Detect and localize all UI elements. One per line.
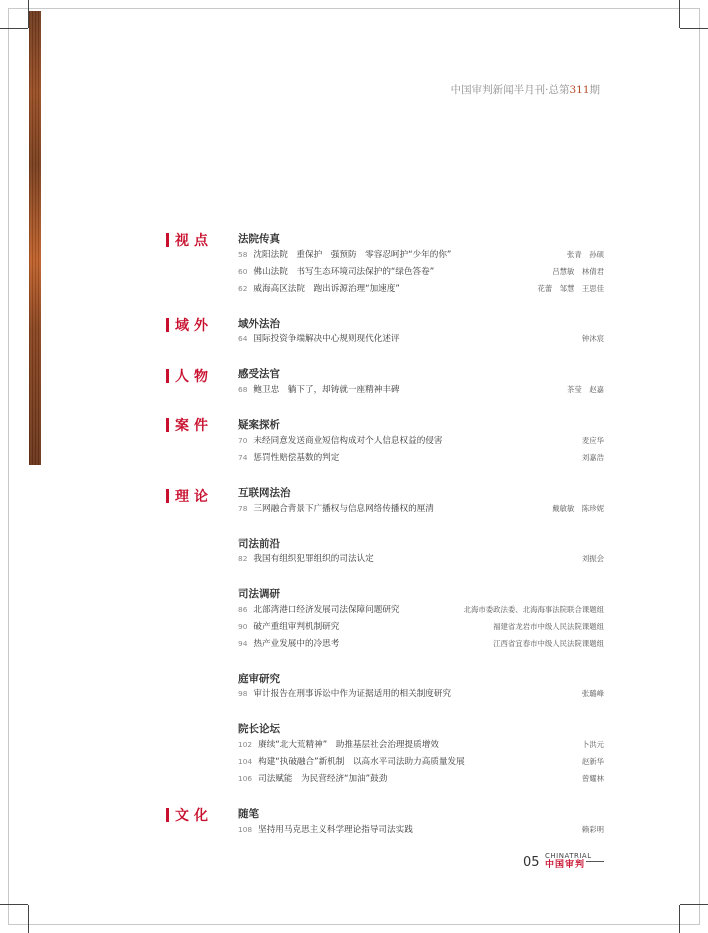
category-label: 案件 xyxy=(175,418,213,434)
entry-page: 108 xyxy=(238,825,253,834)
entry-title: 未经同意发送商业短信构成对个人信息权益的侵害 xyxy=(253,436,443,446)
entry-page: 86 xyxy=(238,605,248,614)
wood-texture-strip xyxy=(29,11,41,465)
crop-mark xyxy=(680,904,708,905)
page-border xyxy=(8,8,700,925)
section-title: 疑案探析 xyxy=(238,419,280,431)
section-title: 感受法官 xyxy=(238,368,280,380)
brand-cn: 中国审判 xyxy=(545,860,586,870)
entry-title: 审计报告在刑事诉讼中作为证据适用的相关制度研究 xyxy=(253,689,452,699)
toc-entry[interactable] xyxy=(238,265,604,279)
entry-author: 刘振会 xyxy=(581,554,604,563)
entry-author: 刘嘉浩 xyxy=(581,453,604,462)
entry-page: 94 xyxy=(238,639,248,648)
entry-title: 沈阳法院 重保护 强预防 零容忍呵护“少年的你” xyxy=(253,250,452,260)
section-title: 院长论坛 xyxy=(238,723,280,735)
category-marker xyxy=(166,418,169,432)
entry-author: 花蕾 邹慧 王思佳 xyxy=(537,284,604,293)
toc-entry[interactable] xyxy=(238,738,604,752)
issue-number: 311 xyxy=(569,84,590,96)
entry-page: 58 xyxy=(238,250,248,259)
entry-title: 破产重组审判机制研究 xyxy=(253,622,340,632)
entry-author: 吕慧敏 林倩君 xyxy=(552,267,604,276)
entry-page: 70 xyxy=(238,436,248,445)
brand-en: CHINATRIAL xyxy=(545,852,592,860)
issue-header xyxy=(451,82,600,97)
entry-page: 64 xyxy=(238,334,248,343)
entry-title: 我国有组织犯罪组织的司法认定 xyxy=(253,554,374,564)
entry-title: 坚持用马克思主义科学理论指导司法实践 xyxy=(258,825,413,835)
toc-entry[interactable] xyxy=(238,451,604,465)
crop-mark xyxy=(28,905,29,933)
entry-author: 赖彩明 xyxy=(581,825,604,834)
entry-page: 60 xyxy=(238,267,248,276)
entry-author: 卜洪元 xyxy=(581,740,604,749)
toc-entry[interactable] xyxy=(238,502,604,516)
entry-page: 74 xyxy=(238,453,248,462)
entry-author: 张璐峰 xyxy=(581,689,604,698)
section-title: 司法前沿 xyxy=(238,538,280,550)
entry-page: 90 xyxy=(238,622,248,631)
entry-author: 戴敏敏 陈珍妮 xyxy=(552,504,604,513)
toc-entry[interactable] xyxy=(238,434,604,448)
category-marker xyxy=(166,318,169,332)
category-theory xyxy=(166,486,213,506)
category-overseas xyxy=(166,315,213,335)
entry-title: 国际投资争端解决中心规则现代化述评 xyxy=(253,334,400,344)
entry-page: 78 xyxy=(238,504,248,513)
entry-title: 司法赋能 为民营经济“加油”鼓劲 xyxy=(258,774,388,784)
entry-title: 北部湾港口经济发展司法保障问题研究 xyxy=(253,605,400,615)
entry-page: 68 xyxy=(238,385,248,394)
entry-author: 张青 孙硕 xyxy=(567,250,604,259)
category-label: 域外 xyxy=(175,318,213,334)
entry-author: 福建省龙岩市中级人民法院课题组 xyxy=(493,622,604,631)
category-marker xyxy=(166,369,169,383)
crop-mark xyxy=(679,905,680,933)
category-marker xyxy=(166,808,169,822)
crop-mark xyxy=(0,28,28,29)
entry-page: 104 xyxy=(238,757,253,766)
toc-entry[interactable] xyxy=(238,772,604,786)
category-label: 视点 xyxy=(175,233,213,249)
toc-entry[interactable] xyxy=(238,383,604,397)
toc-entry[interactable] xyxy=(238,755,604,769)
page-number: 05 xyxy=(523,855,540,870)
issue-header-prefix: 中国审判新闻半月刊·总第 xyxy=(450,84,570,96)
crop-mark xyxy=(679,0,680,28)
entry-page: 102 xyxy=(238,740,253,749)
entry-author: 钟沐宸 xyxy=(581,334,604,343)
category-label: 文化 xyxy=(175,808,213,824)
issue-header-suffix: 期 xyxy=(589,84,600,96)
category-cases xyxy=(166,415,213,435)
category-label: 人物 xyxy=(175,369,213,385)
toc-entry[interactable] xyxy=(238,620,604,634)
entry-title: 三网融合背景下广播权与信息网络传播权的厘清 xyxy=(253,504,434,514)
entry-author: 曾耀林 xyxy=(581,774,604,783)
toc-entry[interactable] xyxy=(238,637,604,651)
entry-author: 江西省宜春市中级人民法院课题组 xyxy=(493,639,604,648)
crop-mark xyxy=(680,28,708,29)
section-title: 互联网法治 xyxy=(238,487,291,499)
entry-page: 82 xyxy=(238,554,248,563)
toc-entry[interactable] xyxy=(238,603,604,617)
section-title: 随笔 xyxy=(238,808,259,820)
entry-title: 构建“执破融合”新机制 以高水平司法助力高质量发展 xyxy=(258,757,465,767)
category-marker xyxy=(166,233,169,247)
entry-title: 赓续“北大荒精神” 助推基层社会治理提质增效 xyxy=(258,740,439,750)
category-marker xyxy=(166,489,169,503)
magazine-logo xyxy=(545,853,592,870)
section-title: 域外法治 xyxy=(238,318,280,330)
entry-title: 热产业发展中的冷思考 xyxy=(253,639,340,649)
entry-title: 威海高区法院 跑出诉源治理“加速度” xyxy=(253,284,400,294)
toc-entry[interactable] xyxy=(238,823,604,837)
category-people xyxy=(166,366,213,386)
entry-author: 赵新华 xyxy=(581,757,604,766)
entry-page: 106 xyxy=(238,774,253,783)
toc-entry[interactable] xyxy=(238,248,604,262)
toc-entry[interactable] xyxy=(238,687,604,701)
entry-title: 惩罚性赔偿基数的判定 xyxy=(253,453,340,463)
entry-page: 98 xyxy=(238,689,248,698)
category-label: 理论 xyxy=(175,489,213,505)
toc-entry[interactable] xyxy=(238,552,604,566)
entry-author: 麦应华 xyxy=(581,436,604,445)
section-title: 司法调研 xyxy=(238,588,280,600)
footer-rule xyxy=(586,861,604,862)
toc-entry[interactable] xyxy=(238,332,604,346)
entry-title: 鲍卫忠 躺下了，却铸就一座精神丰碑 xyxy=(253,385,400,395)
toc-entry[interactable] xyxy=(238,282,604,296)
section-title: 法院传真 xyxy=(238,233,280,245)
entry-page: 62 xyxy=(238,284,248,293)
entry-title: 佛山法院 书写生态环境司法保护的“绿色答卷” xyxy=(253,267,435,277)
section-title: 庭审研究 xyxy=(238,673,280,685)
crop-mark xyxy=(0,904,28,905)
entry-author: 北海市委政法委、北海海事法院联合课题组 xyxy=(463,605,604,614)
entry-author: 茶莹 赵嘉 xyxy=(567,385,604,394)
category-culture xyxy=(166,805,213,825)
category-viewpoint xyxy=(166,230,213,250)
